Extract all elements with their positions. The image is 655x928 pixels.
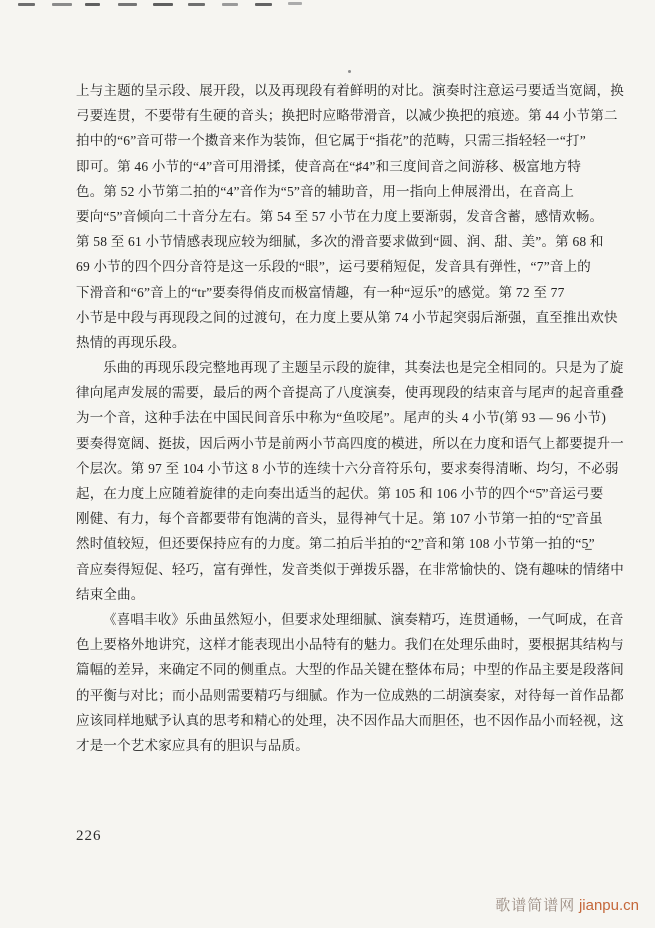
scan-dash <box>52 3 72 6</box>
page-number: 226 <box>76 828 102 844</box>
text-line: 结束全曲。 <box>76 586 145 602</box>
scan-dash <box>222 3 238 6</box>
scan-dash <box>188 3 205 6</box>
text-line: 然时值较短，但还要保持应有的力度。第二拍后半拍的“2̲”音和第 108 小节第一拍的“5̲” <box>76 536 595 552</box>
text-line: 篇幅的差异，来确定不同的侧重点。大型的作品关键在整体布局；中型的作品主要是段落间 <box>76 662 624 678</box>
scan-artifact-dashes <box>0 0 655 10</box>
text-line: 才是一个艺术家应具有的胆识与品质。 <box>76 737 309 753</box>
text-line: 69 小节的四个四分音符是这一乐段的“眼”，运弓要稍短促，发音具有弹性，“7”音上的 <box>76 259 591 275</box>
text-line: 上与主题的呈示段、展开段，以及再现段有着鲜明的对比。演奏时注意运弓要适当宽阔，换 <box>76 83 624 98</box>
text-line-paragraph-start: 乐曲的再现乐段完整地再现了主题呈示段的旋律，其奏法也是完全相同的。只是为了旋 <box>103 360 624 376</box>
text-line-paragraph-start: 《喜唱丰收》乐曲虽然短小，但要求处理细腻、演奏精巧，连贯通畅，一气呵成，在音 <box>103 611 624 627</box>
text-line: 个层次。第 97 至 104 小节这 8 小节的连续十六分音符乐句，要求奏得清晰、均匀，不必弱 <box>76 460 619 476</box>
watermark <box>495 894 639 915</box>
scan-dash <box>85 3 100 6</box>
text-line: 律向尾声发展的需要，最后的两个音提高了八度演奏，使再现段的结束音与尾声的起音重叠 <box>76 385 624 401</box>
scan-dash <box>153 3 173 6</box>
scan-speck <box>348 70 351 73</box>
text-line: 拍中的“6”音可带一个擞音来作为装饰，但它属于“指花”的范畴，只需三指轻轻一“打” <box>76 133 586 149</box>
text-line: 应该同样地赋予认真的思考和精心的处理，决不因作品大而胆伾，也不因作品小而轻视，这 <box>76 712 624 728</box>
text-line: 要奏得宽阔、挺拔，因后两小节是前两小节高四度的模进，所以在力度和语气上都要提升一 <box>76 435 624 451</box>
text-line: 的平衡与对比；而小品则需要精巧与细腻。作为一位成熟的二胡演奏家，对待每一首作品都 <box>76 687 624 703</box>
text-line: 下滑音和“6”音上的“tr”要奏得俏皮而极富情趣，有一种“逗乐”的感觉。第 72 至 77 <box>76 284 565 300</box>
text-line: 色。第 52 小节第二拍的“4”音作为“5”音的辅助音，用一指向上伸展滑出，在音高上 <box>76 183 575 199</box>
body-text <box>76 78 624 758</box>
text-line: 为一个音，这种手法在中国民间音乐中称为“鱼咬尾”。尾声的头 4 小节(第 93 — 96 小节) <box>76 410 607 426</box>
text-line: 起，在力度上应随着旋律的走向奏出适当的起伏。第 105 和 106 小节的四个“5̇”音运弓要 <box>76 486 604 501</box>
text-line: 色上要格外地讲究，这样才能表现出小品特有的魅力。我们在处理乐曲时，要根据其结构与 <box>76 637 624 653</box>
scan-dash <box>18 3 35 6</box>
text-line: 音应奏得短促、轻巧，富有弹性，发音类似于弹拨乐器，在非常愉快的、饶有趣味的情绪中 <box>76 561 624 577</box>
watermark-site-name: 歌谱简谱网 <box>495 898 576 914</box>
text-line: 小节是中段与再现段之间的过渡句，在力度上要从第 74 小节起突弱后渐强，直至推出欢快 <box>76 309 618 325</box>
text-line: 即可。第 46 小节的“4”音可用滑揉，使音高在“♯4”和三度间音之间游移、极富地方特 <box>76 158 582 174</box>
scan-dash <box>118 3 137 6</box>
text-line: 刚健、有力，每个音都要带有饱满的音头，显得神气十足。第 107 小节第一拍的“5̲̇”音虽 <box>76 511 603 527</box>
watermark-site-url: jianpu.cn <box>578 897 639 914</box>
text-line: 第 58 至 61 小节情感表现应较为细腻，多次的滑音要求做到“圆、润、甜、美”。第 68 和 <box>76 234 604 250</box>
text-line: 要向“5”音倾向二十音分左右。第 54 至 57 小节在力度上要渐弱，发音含蓄，感情欢畅。 <box>76 208 604 224</box>
scan-dash <box>255 3 272 6</box>
text-line: 弓要连贯，不要带有生硬的音头；换把时应略带滑音，以减少换把的痕迹。第 44 小节第二 <box>76 108 618 124</box>
text-line: 热情的再现乐段。 <box>76 334 186 350</box>
scan-dash <box>288 2 302 5</box>
